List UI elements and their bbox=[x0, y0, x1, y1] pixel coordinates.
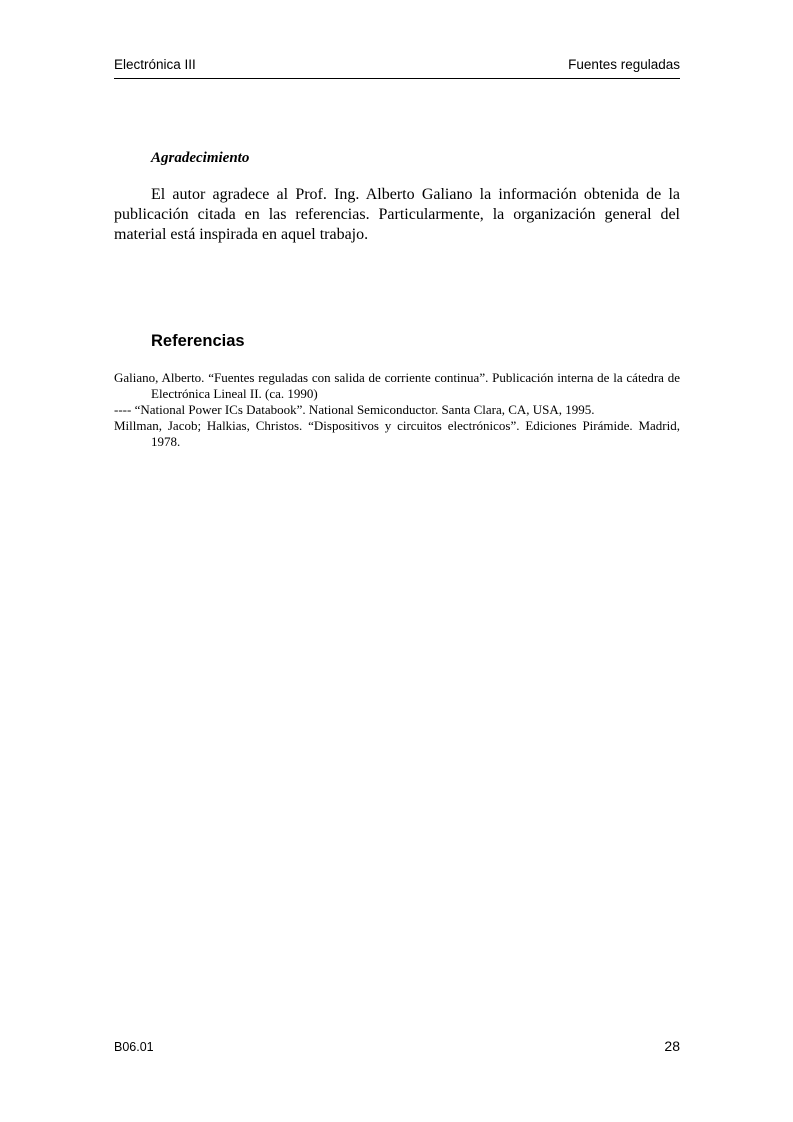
footer-document-code: B06.01 bbox=[114, 1040, 154, 1054]
acknowledgment-heading: Agradecimiento bbox=[151, 150, 250, 166]
header-chapter-title: Fuentes reguladas bbox=[568, 57, 680, 72]
reference-item-1: Galiano, Alberto. “Fuentes reguladas con salida de corriente continua”. Publicación interna de la cátedra de Electrónica Lineal II. (ca. 1990) bbox=[114, 370, 680, 401]
reference-item-2: ---- “National Power ICs Databook”. National Semiconductor. Santa Clara, CA, USA, 1995. bbox=[114, 402, 595, 417]
footer-page-number: 28 bbox=[664, 1038, 680, 1054]
acknowledgment-paragraph: El autor agradece al Prof. Ing. Alberto Galiano la información obtenida de la publicación citada en las referencias. Particularmente, la organización general del material está inspirada en aquel trabajo. bbox=[114, 186, 680, 243]
page-header bbox=[114, 56, 680, 79]
reference-item-3: Millman, Jacob; Halkias, Christos. “Dispositivos y circuitos electrónicos”. Ediciones Pirámide. Madrid, 1978. bbox=[114, 418, 680, 449]
references-list bbox=[114, 370, 680, 450]
references-heading: Referencias bbox=[151, 332, 245, 350]
header-course-title: Electrónica III bbox=[114, 57, 196, 72]
